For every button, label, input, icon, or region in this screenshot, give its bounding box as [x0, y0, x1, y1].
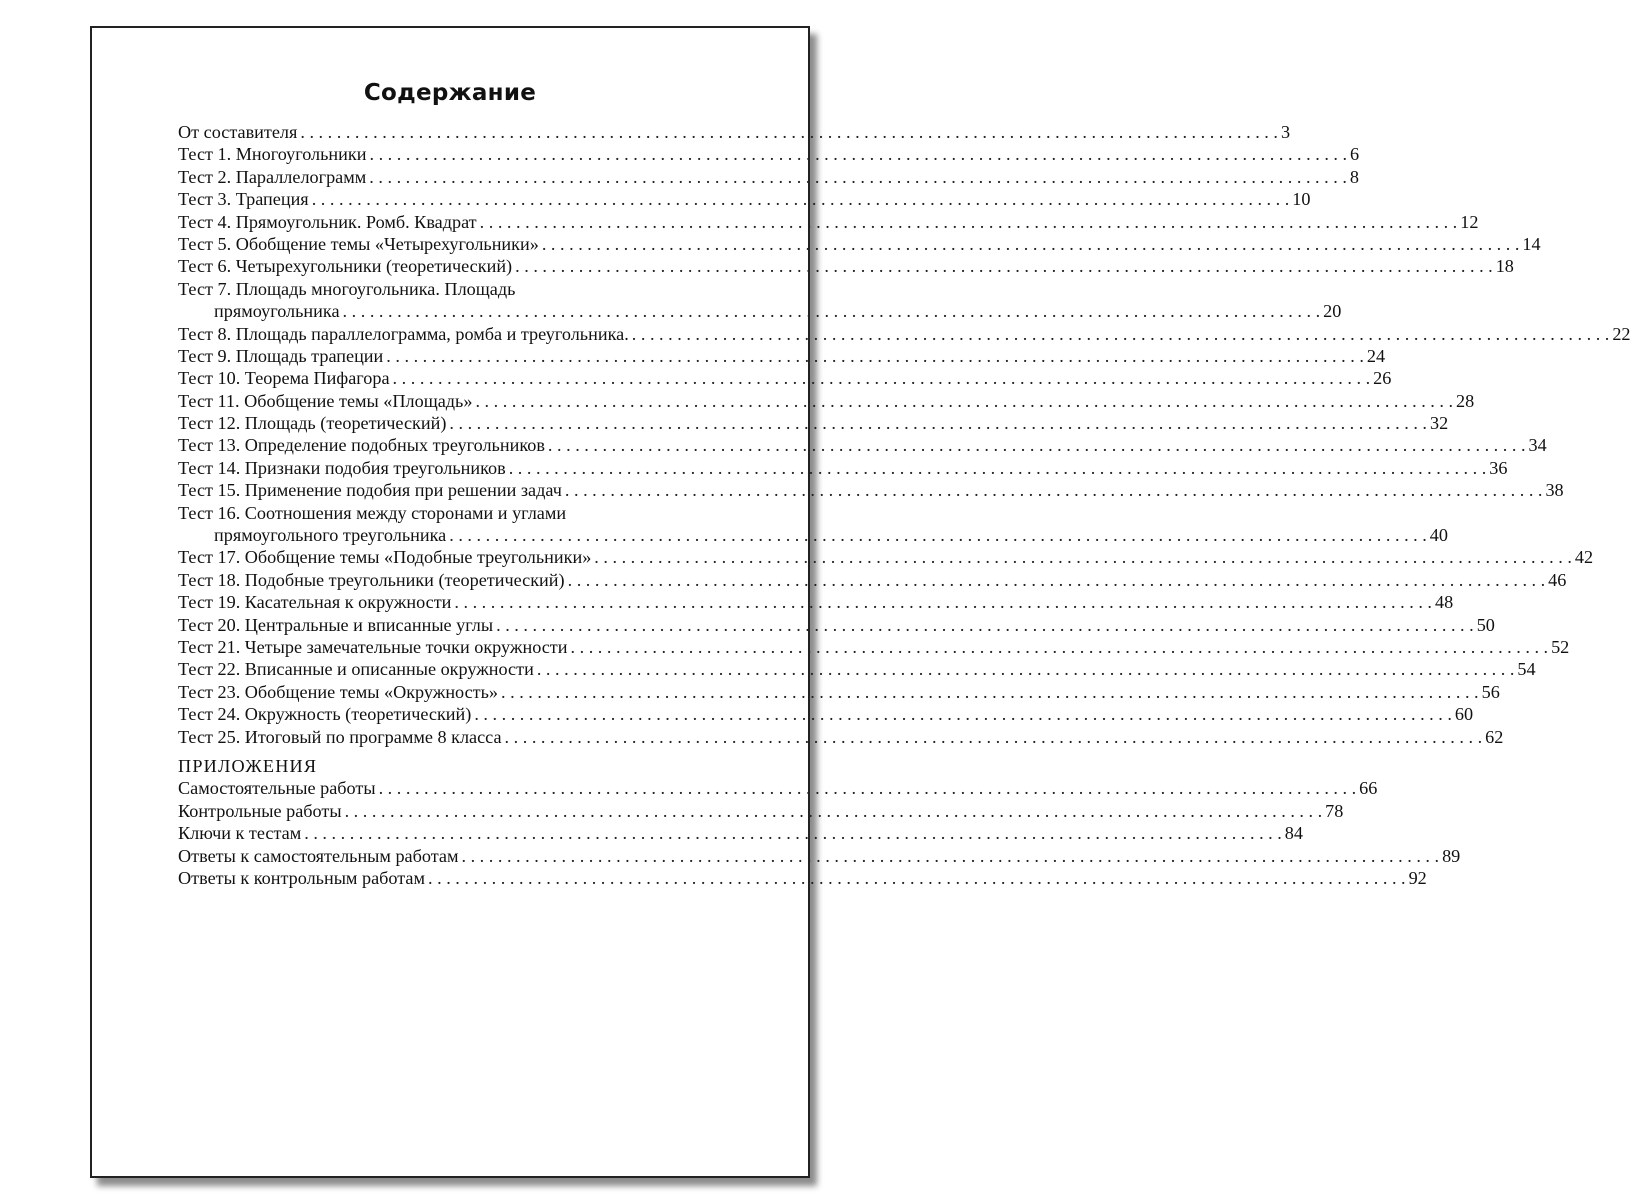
toc-entry-title: прямоугольного треугольника: [214, 525, 447, 546]
toc-entry-title: Ответы к контрольным работам: [178, 867, 425, 888]
toc-entry-page-number: 12: [1460, 211, 1479, 232]
toc-entry: [178, 345, 1386, 367]
toc-entry-title: Ключи к тестам: [178, 823, 302, 844]
dot-leader: [343, 300, 1321, 322]
toc-entry-page-number: 40: [1429, 525, 1448, 546]
toc-entry: [178, 300, 1342, 322]
toc-entry-page-number: 84: [1284, 823, 1303, 844]
toc-entry: [178, 569, 1567, 591]
toc-entry-page-number: 10: [1292, 189, 1311, 210]
toc-entry-title: Тест 19. Касательная к окружности: [178, 592, 452, 613]
toc-entry-title: Тест 15. Применение подобия при решении задач: [178, 480, 562, 501]
toc-entry-title: Тест 8. Площадь параллелограмма, ромба и треугольника.: [178, 323, 629, 344]
toc-entry-title: Тест 22. Вписанные и описанные окружности: [178, 659, 534, 680]
table-of-contents: [178, 121, 1631, 889]
toc-entry: [178, 524, 1448, 546]
toc-entry-title: Тест 21. Четыре замечательные точки окружности: [178, 636, 568, 657]
dot-leader: [537, 658, 1515, 680]
dot-leader: [449, 412, 1427, 434]
toc-entry-page-number: 8: [1349, 166, 1359, 187]
toc-entry: [178, 822, 1303, 844]
toc-entry: [178, 166, 1359, 188]
toc-entry: [178, 367, 1392, 389]
toc-entry: [178, 703, 1474, 725]
dot-leader: [474, 703, 1452, 725]
appendix-heading: ПРИЛОЖЕНИЯ: [178, 755, 318, 776]
toc-entry-page-number: 56: [1481, 681, 1500, 702]
toc-entry-page-number: 26: [1373, 368, 1392, 389]
toc-entry-page-number: 6: [1350, 144, 1360, 165]
book-page: [90, 26, 1631, 1178]
toc-entry: [178, 636, 1570, 658]
dot-leader: [475, 390, 1453, 412]
toc-entry: [178, 233, 1541, 255]
dot-leader: [571, 636, 1549, 658]
toc-entry: [178, 479, 1564, 501]
dot-leader: [548, 434, 1526, 456]
toc-entry: [178, 591, 1454, 613]
toc-entry-page-number: 3: [1280, 122, 1291, 142]
toc-entry-title: Тест 4. Прямоугольник. Ромб. Квадрат: [178, 211, 477, 232]
dot-leader: [594, 546, 1572, 568]
dot-leader: [379, 777, 1357, 799]
dot-leader: [300, 121, 1278, 143]
toc-entry-title: Тест 3. Трапеция: [178, 189, 309, 210]
toc-entry-page-number: 32: [1429, 413, 1449, 434]
toc-entry-title: Самостоятельные работы: [178, 778, 376, 799]
toc-entry-page-number: 34: [1528, 435, 1547, 456]
toc-entry: [178, 211, 1479, 233]
toc-entry-title-first-line: Тест 7. Площадь многоугольника. Площадь: [178, 278, 516, 299]
toc-entries-list: [178, 121, 1631, 748]
toc-entry: [178, 658, 1536, 680]
toc-entry-title: Тест 9. Площадь трапеции: [178, 345, 384, 366]
dot-leader: [312, 188, 1290, 210]
toc-entry-page-number: 50: [1476, 614, 1495, 635]
toc-entry-title: Тест 24. Окружность (теоретический): [178, 704, 472, 725]
toc-entry-title: От составителя: [178, 122, 298, 142]
toc-entry-page-number: 52: [1551, 636, 1570, 657]
dot-leader: [515, 255, 1493, 277]
toc-entry-title: Тест 20. Центральные и вписанные углы: [178, 614, 494, 635]
dot-leader: [505, 726, 1483, 748]
toc-entry: [178, 143, 1360, 165]
toc-entry-page-number: 42: [1574, 547, 1594, 568]
toc-entry: [178, 412, 1449, 434]
toc-entry-page-number: 92: [1408, 867, 1427, 888]
dot-leader: [501, 681, 1479, 703]
dot-leader: [386, 345, 1364, 367]
toc-entry-title-first-line: Тест 16. Соотношения между сторонами и углами: [178, 502, 567, 523]
toc-entry-title: Тест 10. Теорема Пифагора: [178, 368, 390, 389]
dot-leader: [509, 457, 1487, 479]
toc-entry-page-number: 38: [1545, 480, 1564, 501]
toc-entry: [178, 255, 1514, 277]
toc-entry-title: Контрольные работы: [178, 800, 342, 821]
toc-entry-page-number: 89: [1442, 845, 1461, 866]
dot-leader: [304, 822, 1282, 844]
toc-entry: [178, 457, 1508, 479]
toc-entry-title: Тест 14. Признаки подобия треугольников: [178, 457, 506, 478]
toc-entry: [178, 867, 1427, 889]
dot-leader: [449, 524, 1427, 546]
dot-leader: [461, 845, 1439, 867]
dot-leader: [496, 614, 1474, 636]
dot-leader: [393, 367, 1371, 389]
toc-entry-title: Тест 18. Подобные треугольники (теоретический): [178, 569, 565, 590]
toc-entry: [178, 845, 1461, 867]
dot-leader: [454, 591, 1432, 613]
toc-entry-title: Тест 17. Обобщение темы «Подобные треугольники»: [178, 547, 592, 568]
toc-entry: [178, 323, 1631, 345]
toc-entry-title: Тест 11. Обобщение темы «Площадь»: [178, 390, 473, 411]
toc-entry: [178, 800, 1344, 822]
toc-entry-page-number: 36: [1489, 457, 1508, 478]
toc-entry-title: Тест 1. Многоугольники: [178, 144, 367, 165]
toc-entry: [178, 726, 1504, 748]
dot-leader: [428, 867, 1406, 889]
toc-entry: [178, 777, 1378, 799]
toc-entry-page-number: 22: [1612, 323, 1631, 344]
toc-entry-page-number: 24: [1366, 345, 1386, 366]
toc-entry-title: Тест 2. Параллелограмм: [178, 166, 367, 187]
toc-entry: [178, 681, 1500, 703]
toc-entry: [178, 614, 1495, 636]
toc-entry-page-number: 20: [1323, 301, 1342, 322]
page-title: Содержание: [363, 80, 537, 106]
toc-entry-page-number: 60: [1454, 704, 1474, 725]
dot-leader: [480, 211, 1458, 233]
dot-leader: [632, 323, 1610, 345]
toc-entry: [178, 434, 1547, 456]
toc-entry-page-number: 28: [1456, 390, 1475, 411]
toc-entry-page-number: 66: [1359, 778, 1378, 799]
toc-entry-title: Ответы к самостоятельным работам: [178, 845, 459, 866]
toc-entry-page-number: 78: [1325, 800, 1344, 821]
dot-leader: [568, 569, 1546, 591]
dot-leader: [369, 166, 1347, 188]
toc-entry-page-number: 54: [1517, 659, 1536, 680]
toc-entry-title: Тест 13. Определение подобных треугольников: [178, 435, 545, 456]
toc-entry: [178, 546, 1594, 568]
toc-entry-title: Тест 12. Площадь (теоретический): [178, 413, 447, 434]
dot-leader: [565, 479, 1543, 501]
toc-entry-title: Тест 5. Обобщение темы «Четырехугольники»: [178, 233, 539, 254]
toc-entry-page-number: 14: [1522, 233, 1541, 254]
toc-entry-page-number: 18: [1495, 256, 1514, 277]
toc-entry-title: прямоугольника: [214, 301, 340, 322]
toc-entry: [178, 121, 1291, 143]
toc-entry-page-number: 48: [1434, 592, 1454, 613]
toc-entry-page-number: 62: [1485, 726, 1504, 747]
dot-leader: [345, 800, 1323, 822]
toc-entry-title: Тест 23. Обобщение темы «Окружность»: [178, 681, 499, 702]
dot-leader: [369, 143, 1347, 165]
appendix-entries-list: [178, 777, 1461, 889]
toc-entry-title: Тест 6. Четырехугольники (теоретический): [178, 256, 513, 277]
toc-entry: [178, 188, 1311, 210]
toc-entry: [178, 390, 1475, 412]
toc-entry-page-number: 46: [1548, 569, 1567, 590]
toc-entry-title: Тест 25. Итоговый по программе 8 класса: [178, 726, 502, 747]
dot-leader: [542, 233, 1520, 255]
